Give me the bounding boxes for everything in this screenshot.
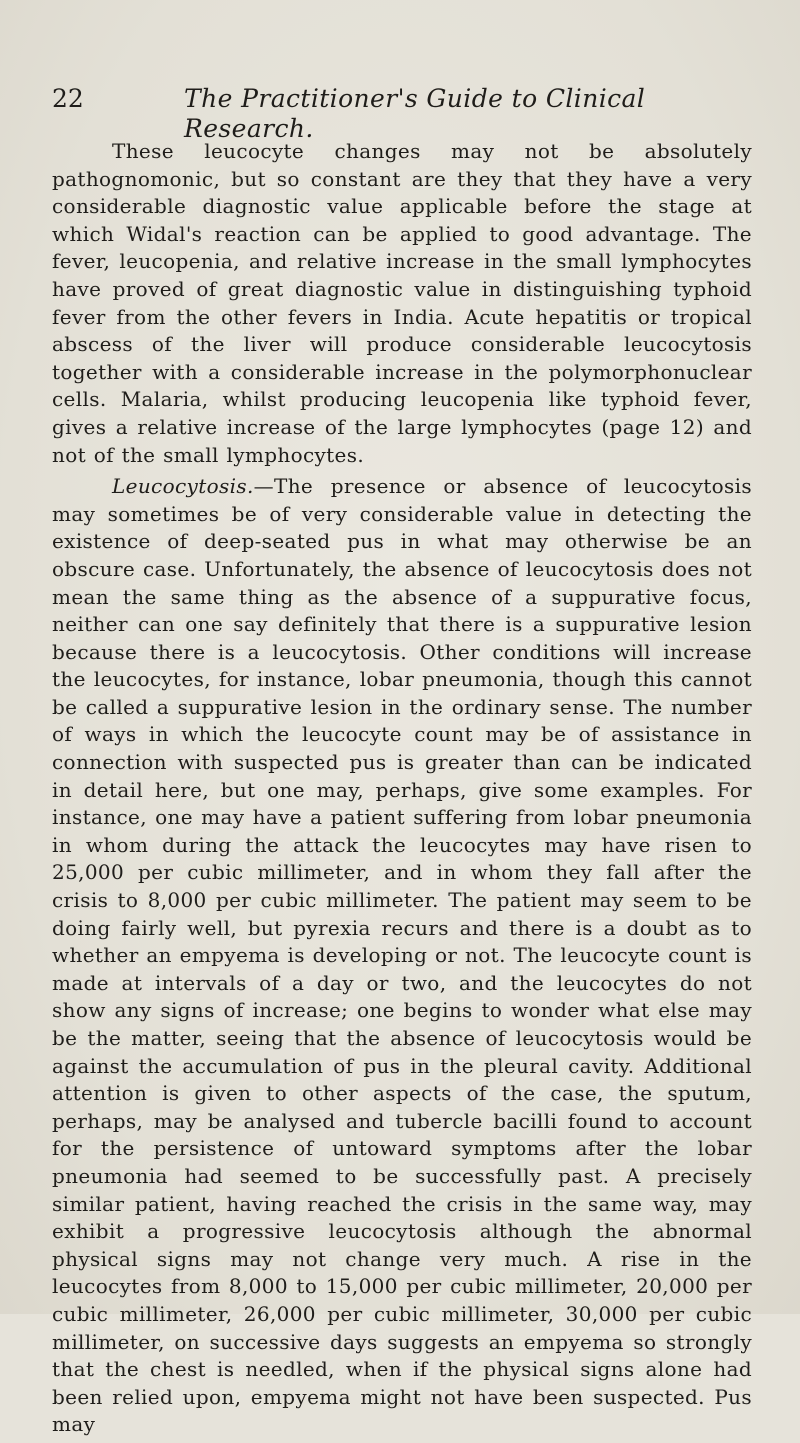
paragraph-text: —The presence or absence of leucocytosis may sometimes be of very considerable value in detecting the existence of deep-seated pus in what may otherwise be an obscure case. Unfortunately, the absence of leucocytosis does not mean the same thing as the absence of a suppurative focus, neither can one say definitely that there is a suppurative lesion because there is a leucocytosis. Other conditions will increase the leucocytes, for instance, lobar pneumonia, though this cannot be called a suppurative lesion in the ordinary sense. The number of ways in which the leucocyte count may be of assistance in connection with suspected pus is greater than can be indicated in detail here, but one may, perhaps, give some examples. For instance, one may have a patient suffering from lobar pneumonia in whom during the attack the leucocytes may have risen to 25,000 per cubic millimeter, and in whom they fall after the crisis to 8,000 per cubic millimeter. The patient may seem to be doing fairly well, but pyrexia recurs and there is a doubt as to whether an empyema is developing or not. The leucocyte count is made at intervals of a day or two, and the leucocytes do not show any signs of increase; one begins to wonder what else may be the matter, seeing that the absence of leucocytosis would be against the accumulation of pus in the pleural cavity. Additional attention is given to other aspects of the case, the sputum, perhaps, may be analysed and tubercle bacilli found to account for the persistence of untoward symptoms after the lobar pneumonia had seemed to be successfully past. A precisely similar patient, having reached the crisis in the same way, may exhibit a progressive leucocytosis although the abnormal physical signs may not change very much. A rise in the leucocytes from 8,000 to 15,000 per cubic millimeter, 20,000 per cubic millimeter, 26,000 per cubic millimeter, 30,000 per cubic millimeter, on successive days suggests an empyema so strongly that the chest is needled, when if the physical signs alone had been relied upon, empyema might not have been suspected. Pus may — [52, 474, 752, 1437]
running-head — [52, 84, 752, 143]
paragraph-text: These leucocyte changes may not be absolutely pathognomonic, but so constant are they that they have a very considerable diagnostic value applicable before the stage at which Widal's reaction can be applied to good advantage. The fever, leucopenia, and relative increase in the small lymphocytes have proved of great diagnostic value in distinguishing typhoid fever from the other fevers in India. Acute hepatitis or tropical abscess of the liver will produce considerable leucocytosis together with a considerable increase in the polymorphonuclear cells. Malaria, whilst producing leucopenia like typhoid fever, gives a relative increase of the large lymphocytes (page 12) and not of the small lymphocytes. — [52, 139, 752, 467]
page-number: 22 — [52, 84, 84, 113]
paragraph-leucocytosis — [52, 473, 752, 1439]
paragraph-lead: Leucocytosis. — [112, 474, 254, 499]
running-title: The Practitioner's Guide to Clinical Research. — [184, 84, 646, 143]
paragraph-leucocyte-changes — [52, 138, 752, 469]
body-text — [52, 138, 752, 1443]
